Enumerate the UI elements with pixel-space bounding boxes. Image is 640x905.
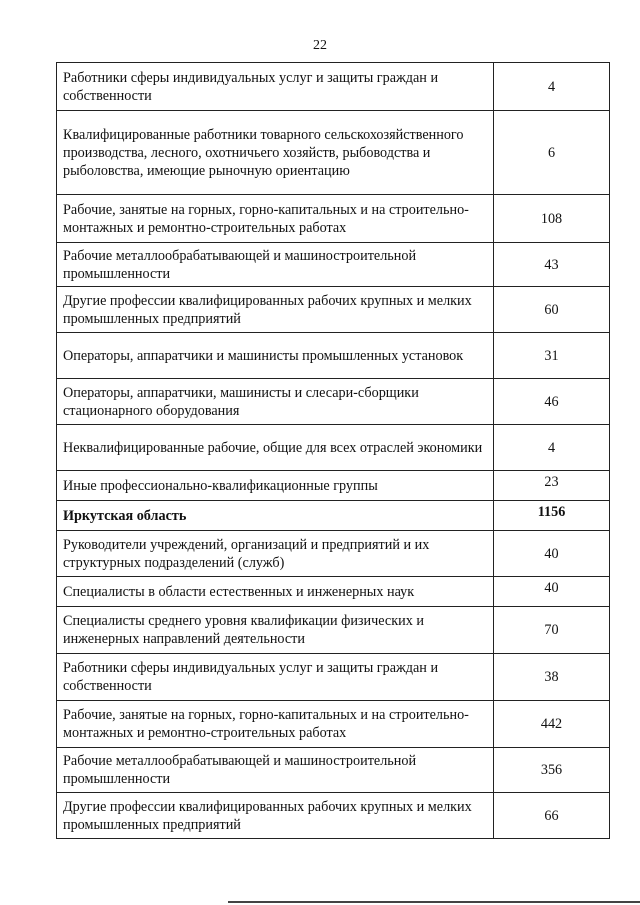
table-row (57, 654, 610, 701)
table-row (57, 701, 610, 748)
occupation-name: Рабочие, занятые на горных, горно-капитальных и на строительно-монтажных и ремонтно-строительных работах (57, 195, 494, 243)
occupation-count: 4 (494, 425, 610, 471)
occupation-count: 23 (494, 471, 610, 501)
occupation-count: 6 (494, 111, 610, 195)
occupation-name: Квалифицированные работники товарного сельскохозяйственного производства, лесного, охотничьего хозяйств, рыбоводства и рыболовства, имеющие рыночную ориентацию (57, 111, 494, 195)
table-row (57, 111, 610, 195)
table-row (57, 243, 610, 287)
occupation-count: 38 (494, 654, 610, 701)
table-row (57, 63, 610, 111)
table-row (57, 195, 610, 243)
occupation-count: 60 (494, 287, 610, 333)
table-row (57, 607, 610, 654)
occupation-table (56, 62, 610, 839)
occupation-name: Специалисты в области естественных и инженерных наук (57, 577, 494, 607)
page-bottom-rule (228, 901, 640, 903)
occupation-count: 442 (494, 701, 610, 748)
occupation-name: Неквалифицированные рабочие, общие для всех отраслей экономики (57, 425, 494, 471)
table-row (57, 425, 610, 471)
occupation-name: Рабочие, занятые на горных, горно-капитальных и на строительно-монтажных и ремонтно-строительных работах (57, 701, 494, 748)
occupation-count: 66 (494, 793, 610, 839)
occupation-count: 43 (494, 243, 610, 287)
table-row (57, 333, 610, 379)
occupation-count: 31 (494, 333, 610, 379)
occupation-name: Операторы, аппаратчики, машинисты и слесари-сборщики стационарного оборудования (57, 379, 494, 425)
occupation-count: 356 (494, 748, 610, 793)
occupation-name: Другие профессии квалифицированных рабочих крупных и мелких промышленных предприятий (57, 793, 494, 839)
table-row (57, 471, 610, 501)
region-row (57, 501, 610, 531)
occupation-name: Другие профессии квалифицированных рабочих крупных и мелких промышленных предприятий (57, 287, 494, 333)
occupation-count: 46 (494, 379, 610, 425)
table-row (57, 531, 610, 577)
page-number: 22 (313, 38, 327, 53)
table-row (57, 793, 610, 839)
occupation-name: Работники сферы индивидуальных услуг и защиты граждан и собственности (57, 654, 494, 701)
occupation-name: Рабочие металлообрабатывающей и машиностроительной промышленности (57, 243, 494, 287)
occupation-count: 40 (494, 531, 610, 577)
occupation-count: 70 (494, 607, 610, 654)
table-row (57, 287, 610, 333)
table-row (57, 748, 610, 793)
region-name: Иркутская область (57, 501, 494, 531)
table-row (57, 577, 610, 607)
region-total: 1156 (494, 501, 610, 531)
occupation-name: Работники сферы индивидуальных услуг и защиты граждан и собственности (57, 63, 494, 111)
occupation-name: Операторы, аппаратчики и машинисты промышленных установок (57, 333, 494, 379)
occupation-count: 40 (494, 577, 610, 607)
occupation-count: 4 (494, 63, 610, 111)
occupation-name: Специалисты среднего уровня квалификации физических и инженерных направлений деятельности (57, 607, 494, 654)
occupation-name: Руководители учреждений, организаций и предприятий и их структурных подразделений (служб) (57, 531, 494, 577)
occupation-name: Иные профессионально-квалификационные группы (57, 471, 494, 501)
table-row (57, 379, 610, 425)
occupation-count: 108 (494, 195, 610, 243)
occupation-name: Рабочие металлообрабатывающей и машиностроительной промышленности (57, 748, 494, 793)
